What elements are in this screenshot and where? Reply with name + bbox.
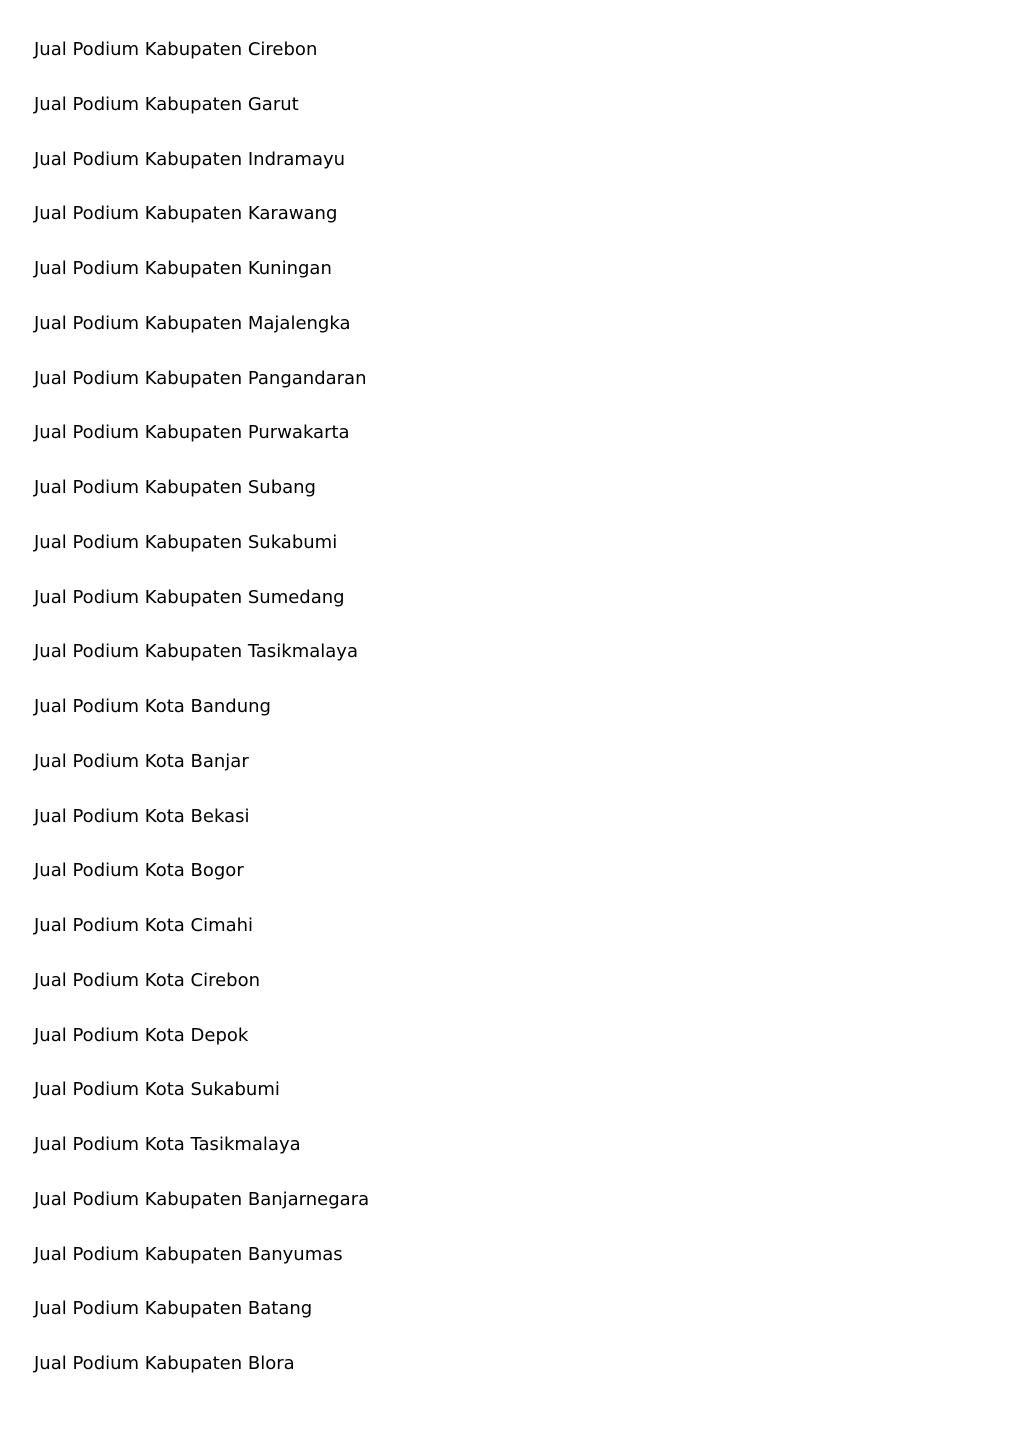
list-item <box>34 967 369 1022</box>
list-item <box>34 803 369 858</box>
location-link[interactable]: Jual Podium Kabupaten Sumedang <box>34 586 345 608</box>
location-link[interactable]: Jual Podium Kabupaten Indramayu <box>34 148 346 170</box>
location-link[interactable]: Jual Podium Kota Depok <box>34 1024 249 1046</box>
location-link[interactable]: Jual Podium Kabupaten Subang <box>34 477 316 498</box>
location-link[interactable]: Jual Podium Kabupaten Cirebon <box>34 39 318 60</box>
list-item <box>34 146 369 201</box>
list-item <box>34 1241 369 1296</box>
location-link[interactable]: Jual Podium Kabupaten Banyumas <box>34 1243 343 1265</box>
location-link[interactable]: Jual Podium Kabupaten Purwakarta <box>34 422 350 444</box>
list-item <box>34 365 369 420</box>
list-item <box>34 1350 369 1405</box>
list-item <box>34 857 369 912</box>
location-link[interactable]: Jual Podium Kabupaten Kuningan <box>34 258 332 279</box>
location-link[interactable]: Jual Podium Kabupaten Batang <box>34 1298 313 1320</box>
location-link[interactable]: Jual Podium Kota Bekasi <box>34 805 250 827</box>
list-item <box>34 693 369 748</box>
location-link[interactable]: Jual Podium Kota Tasikmalaya <box>34 1134 301 1155</box>
list-item <box>34 1022 369 1077</box>
location-link[interactable]: Jual Podium Kota Cimahi <box>34 915 254 936</box>
location-link[interactable]: Jual Podium Kabupaten Karawang <box>34 203 338 225</box>
location-link-list <box>34 36 369 1405</box>
location-link[interactable]: Jual Podium Kabupaten Pangandaran <box>34 367 367 389</box>
list-item <box>34 638 369 693</box>
location-link[interactable]: Jual Podium Kota Bogor <box>34 860 244 882</box>
list-item <box>34 36 369 91</box>
location-link[interactable]: Jual Podium Kabupaten Garut <box>34 93 299 115</box>
list-item <box>34 912 369 967</box>
location-link[interactable]: Jual Podium Kota Banjar <box>34 750 249 772</box>
location-link[interactable]: Jual Podium Kabupaten Banjarnegara <box>34 1188 370 1210</box>
list-item <box>34 419 369 474</box>
list-item <box>34 310 369 365</box>
location-link[interactable]: Jual Podium Kota Cirebon <box>34 969 261 991</box>
list-item <box>34 1295 369 1350</box>
list-item <box>34 748 369 803</box>
list-item <box>34 1131 369 1186</box>
list-item <box>34 255 369 310</box>
location-link[interactable]: Jual Podium Kabupaten Blora <box>34 1353 295 1374</box>
list-item <box>34 584 369 639</box>
list-item <box>34 1076 369 1131</box>
location-link[interactable]: Jual Podium Kota Bandung <box>34 696 271 717</box>
location-link[interactable]: Jual Podium Kabupaten Sukabumi <box>34 531 338 553</box>
list-item <box>34 474 369 529</box>
list-item <box>34 200 369 255</box>
location-link[interactable]: Jual Podium Kabupaten Majalengka <box>34 312 351 334</box>
list-item <box>34 529 369 584</box>
list-item <box>34 91 369 146</box>
location-link[interactable]: Jual Podium Kota Sukabumi <box>34 1079 280 1101</box>
list-item <box>34 1186 369 1241</box>
location-link[interactable]: Jual Podium Kabupaten Tasikmalaya <box>34 641 358 663</box>
